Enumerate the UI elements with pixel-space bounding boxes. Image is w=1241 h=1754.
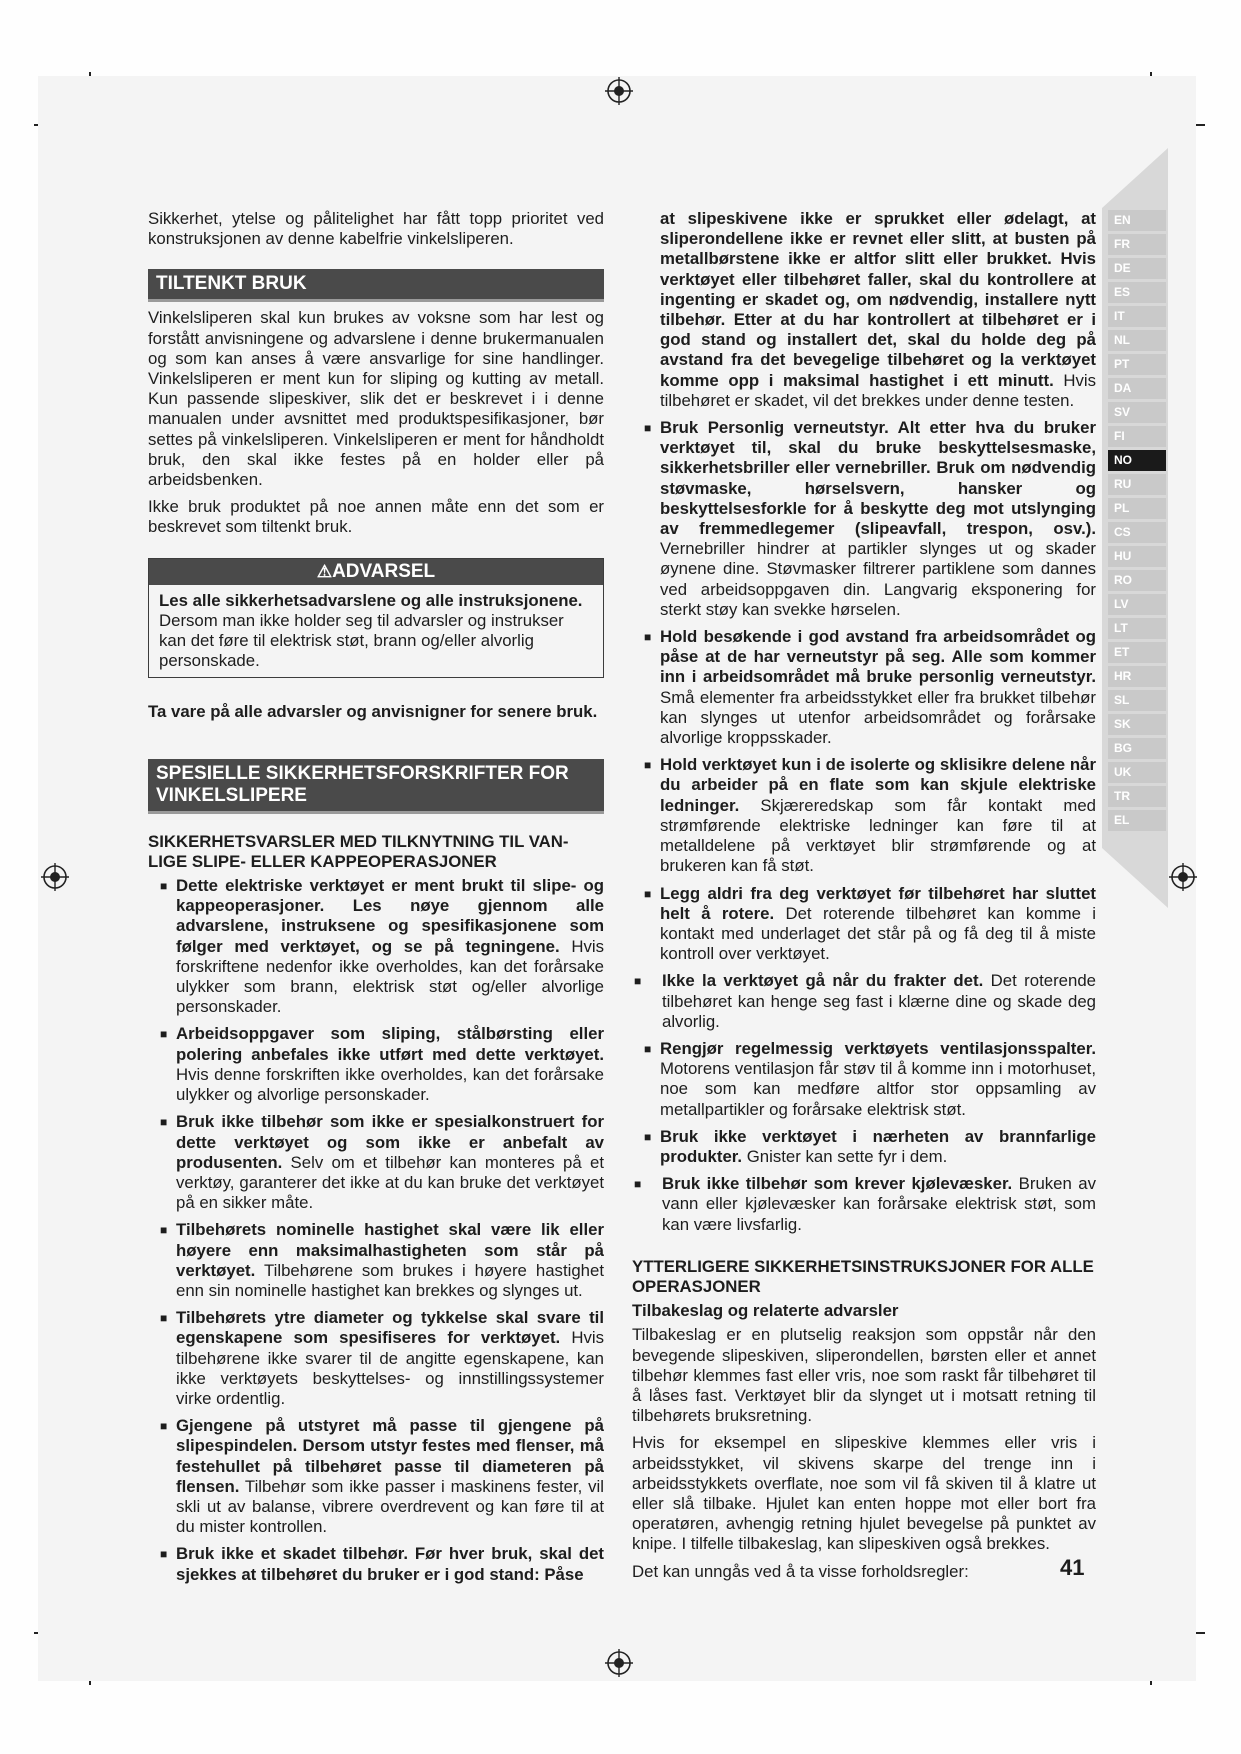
language-tab-nl[interactable]: NL xyxy=(1108,330,1166,351)
list-item: ■ Hold besøkende i god avstand fra arbeidsområdet og påse at de har verneutstyr på seg. Alle som kommer inn i arbeidsområdet må bruke personlig verneutstyr. Små elementer fra arbeidsstykket eller fra brukket tilbehør kan slynges ut utenfor arbeidsområdet og forårsake alvorlige kroppsskader. xyxy=(632,627,1096,748)
language-tab-sk[interactable]: SK xyxy=(1108,714,1166,735)
language-tab-da[interactable]: DA xyxy=(1108,378,1166,399)
section-heading-intended-use: TILTENKT BRUK xyxy=(148,269,604,302)
page-number: 41 xyxy=(1060,1555,1085,1580)
list-item: ■ Rengjør regelmessig verktøyets ventilasjonsspalter. Motorens ventilasjon får støv til å komme inn i motorhuset, noe som kan medføre altfor stor oppsamling av metallpartikler og forårsake elektrisk støt. xyxy=(632,1039,1096,1120)
intended-use-note: Ikke bruk produktet på noe annen måte enn det som er beskrevet som tiltenkt bruk. xyxy=(148,497,604,537)
warning-box xyxy=(148,558,604,679)
language-tab-de[interactable]: DE xyxy=(1108,258,1166,279)
list-item: ■ Bruk ikke tilbehør som krever kjølevæsker. Bruken av vann eller kjølevæsker kan forårsake elektrisk støt, som kan være livsfarlig. xyxy=(632,1174,1096,1235)
language-tab-no[interactable]: NO xyxy=(1108,450,1166,471)
warning-triangle-icon: ⚠ xyxy=(316,561,333,581)
registration-mark-icon xyxy=(40,862,70,892)
list-item: ■ Bruk ikke et skadet tilbehør. Før hver bruk, skal det sjekkes at tilbehøret du bruker er i god stand: Påse xyxy=(148,1544,604,1584)
language-tab-sl[interactable]: SL xyxy=(1108,690,1166,711)
right-list-1 xyxy=(632,418,1096,964)
special-subheading: SIKKERHETSVARSLER MED TILKNYTNING TIL VAN-LIGE SLIPE- ELLER KAPPEOPERASJONER xyxy=(148,831,569,871)
list-item: ■ Tilbehørets nominelle hastighet skal være lik eller høyere enn maksimalhastigheten som står på verktøyet. Tilbehørene som brukes i høyere hastighet enn sin nominelle hastighet kan brekkes og slynges ut. xyxy=(148,1220,604,1301)
right-column xyxy=(632,209,1096,1589)
language-tab-en[interactable]: EN xyxy=(1108,210,1166,231)
language-tab-it[interactable]: IT xyxy=(1108,306,1166,327)
list-item: ■ Tilbehørets ytre diameter og tykkelse skal svare til egenskapene som spesifiseres for verktøyet. Hvis tilbehørene ikke svarer til de angitte egenskapene, kan ikke verktøyets beskyttelses- og innstillingssystemer virke ordentlig. xyxy=(148,1308,604,1409)
warning-label: ADVARSEL xyxy=(332,560,436,582)
warning-lead: Les alle sikkerhetsadvarslene og alle instruksjonene. xyxy=(159,590,583,610)
warning-body xyxy=(149,585,603,678)
section-heading-special: SPESIELLE SIKKERHETSFORSKRIFTER FOR VINKELSLIPERE xyxy=(148,759,604,814)
list-item: ■ Bruk Personlig verneutstyr. Alt etter hva du bruker verktøyet til, skal du bruke beskyttelsesmaske, sikkerhetsbriller eller vernebriller. Bruk om nødvendig støvmaske, hørselsvern, hansker og beskyttelsesforkle for å beskytte deg mot utslynging av fremmedlegemer (slipeavfall, trespon, osv.). Vernebriller hindrer at partikler slynges ut og skader øynene dine. Støvmasker filtrerer partiklene som dannes ved arbeidsoppgaven din. Langvarig eksponering for sterkt støy kan svekke hørselen. xyxy=(632,418,1096,620)
left-column xyxy=(148,209,604,1592)
registration-mark-icon xyxy=(604,1648,634,1678)
language-tab-es[interactable]: ES xyxy=(1108,282,1166,303)
warning-text: Dersom man ikke holder seg til advarsler og instrukser kan det føre til elektrisk støt, brann og/eller alvorlig personskade. xyxy=(159,610,564,671)
list-item: ■ Ikke la verktøyet gå når du frakter det. Det roterende tilbehøret kan henge seg fast i klærne dine og skade deg alvorlig. xyxy=(632,971,1096,1032)
language-tab-cs[interactable]: CS xyxy=(1108,522,1166,543)
list-item: ■ Dette elektriske verktøyet er ment brukt til slipe- og kappeoperasjoner. Les nøye gjennom alle advarslene, instruksene og spesifikasjonene som følger med verktøyet, og se på tegningene. Hvis forskriftene nedenfor ikke overholdes, kan det forårsake ulykker som brann, elektrisk støt og/eller alvorlige personskader. xyxy=(148,876,604,1017)
registration-mark-icon xyxy=(604,76,634,106)
language-tab-ru[interactable]: RU xyxy=(1108,474,1166,495)
right-list-2 xyxy=(632,971,1096,1032)
intended-use-text: Vinkelsliperen skal kun brukes av voksne som har lest og forstått anvisningene og advarslene i denne brukermanualen og som kan anses å være ansvarlige for sine handlinger. Vinkelsliperen er ment kun for sliping og kutting av metall. Kun passende slipeskiver, slik det er beskrevet i i denne manualen under avsnittet med produktspesifikasjoner, bør settes på vinkelsliperen. Vinkelsliperen er ment for håndholdt bruk, den skal ikke festes på en holder eller på arbeidsbenken. xyxy=(148,308,604,490)
list-item: ■ Bruk ikke verktøyet i nærheten av brannfarlige produkter. Gnister kan sette fyr i dem. xyxy=(632,1127,1096,1167)
language-tab-lt[interactable]: LT xyxy=(1108,618,1166,639)
language-tab-uk[interactable]: UK xyxy=(1108,762,1166,783)
language-tab-sv[interactable]: SV xyxy=(1108,402,1166,423)
list-item: ■ Legg aldri fra deg verktøyet før tilbehøret har sluttet helt å rotere. Det roterende tilbehøret kan komme i kontakt med underlaget det står på og få deg til å miste kontroll over verktøyet. xyxy=(632,884,1096,965)
keep-notice: Ta vare på alle advarsler og anvisnigner for senere bruk. xyxy=(148,702,598,722)
language-tab-lv[interactable]: LV xyxy=(1108,594,1166,615)
language-tab-hu[interactable]: HU xyxy=(1108,546,1166,567)
list-item: ■ Hold verktøyet kun i de isolerte og sklisikre delene når du arbeider på en flate som kan skjule elektriske ledninger. Skjæreredskap som får kontakt med strømførende elektriske ledninger kan føre til at metalldelene på verktøyet blir strømførende og at brukeren kan få støt. xyxy=(632,755,1096,876)
list-item: ■ Bruk ikke tilbehør som ikke er spesialkonstruert for dette verktøyet og som ikke er anbefalt av produsenten. Selv om et tilbehør kan monteres på et verktøy, garanterer det ikke at du kan bruke det verktøyet på en sikker måte. xyxy=(148,1112,604,1213)
registration-mark-icon xyxy=(1168,862,1198,892)
kickback-text-3: Det kan unngås ved å ta visse forholdsregler: xyxy=(632,1561,969,1581)
language-tab-bg[interactable]: BG xyxy=(1108,738,1166,759)
language-tab-tr[interactable]: TR xyxy=(1108,786,1166,807)
continued-item: at slipeskivene ikke er sprukket eller ødelagt, at sliperondellene ikke er revnet eller slitt, at busten på metallbørstene ikke er altfor slitt eller brukket. Hvis verktøyet eller tilbehøret faller, skal du kontrollere at ingenting er skadet og, om nødvendig, installere nytt tilbehør. Etter at du har kontrollert at tilbehøret er i god stand og installert det, skal du holde deg på avstand fra det bevegelige tilbehøret og la verktøyet komme opp i maksimal hastighet i ett minutt. Hvis tilbehøret er skadet, vil det brekkes under denne testen. xyxy=(660,209,1097,410)
list-item: ■ Arbeidsoppgaver som sliping, stålbørsting eller polering anbefales ikke utført med dette verktøyet. Hvis denne forskriften ikke overholdes, kan det forårsake ulykker og alvorlige personskader. xyxy=(148,1024,604,1105)
kickback-text-1: Tilbakeslag er en plutselig reaksjon som oppstår når den bevegende slipeskiven, sliperondellen, børsten eller et annet tilbehør klemmes fast eller vris, noe som raskt får tilbehøret til å låses fast. Verktøyet blir da slynget ut i motsatt retning til tilbehørets bruksretning. xyxy=(632,1325,1096,1426)
language-tab-et[interactable]: ET xyxy=(1108,642,1166,663)
extra-heading: YTTERLIGERE SIKKERHETSINSTRUKSJONER FOR ALLE OPERASJONER xyxy=(632,1256,1094,1296)
language-tabs xyxy=(1108,210,1166,834)
right-list-4 xyxy=(632,1174,1096,1235)
kickback-heading: Tilbakeslag og relaterte advarsler xyxy=(632,1301,899,1321)
right-list-3 xyxy=(632,1039,1096,1167)
list-item: ■ Gjengene på utstyret må passe til gjengene på slipespindelen. Dersom utstyr festes med flenser, må festehullet på tilbehøret passe til diameteren på flensen. Tilbehør som ikke passer i maskinens fester, vil skli ut av balanse, vibrere overdrevent og kan føre til at du mister kontrollen. xyxy=(148,1416,604,1537)
language-tab-el[interactable]: EL xyxy=(1108,810,1166,831)
language-tab-pl[interactable]: PL xyxy=(1108,498,1166,519)
language-tab-hr[interactable]: HR xyxy=(1108,666,1166,687)
warning-header xyxy=(149,559,603,585)
special-list xyxy=(148,876,604,1585)
language-tab-fi[interactable]: FI xyxy=(1108,426,1166,447)
intro-text: Sikkerhet, ytelse og pålitelighet har fått topp prioritet ved konstruksjonen av denne kabelfrie vinkelsliperen. xyxy=(148,209,604,249)
language-tab-ro[interactable]: RO xyxy=(1108,570,1166,591)
kickback-text-2: Hvis for eksempel en slipeskive klemmes eller vris i arbeidsstykket, vil skivens skarpe del trenge inn i arbeidsstykkets overflate, noe som vil få skiven til å klatre ut eller slå tilbake. Hjulet kan enten hoppe mot eller bort fra operatøren, avhengig retning hjulet bevegelse på punktet av knipe. I tilfelle tilbakeslag, kan slipeskiven også brekkes. xyxy=(632,1433,1096,1554)
language-tab-fr[interactable]: FR xyxy=(1108,234,1166,255)
language-tab-pt[interactable]: PT xyxy=(1108,354,1166,375)
